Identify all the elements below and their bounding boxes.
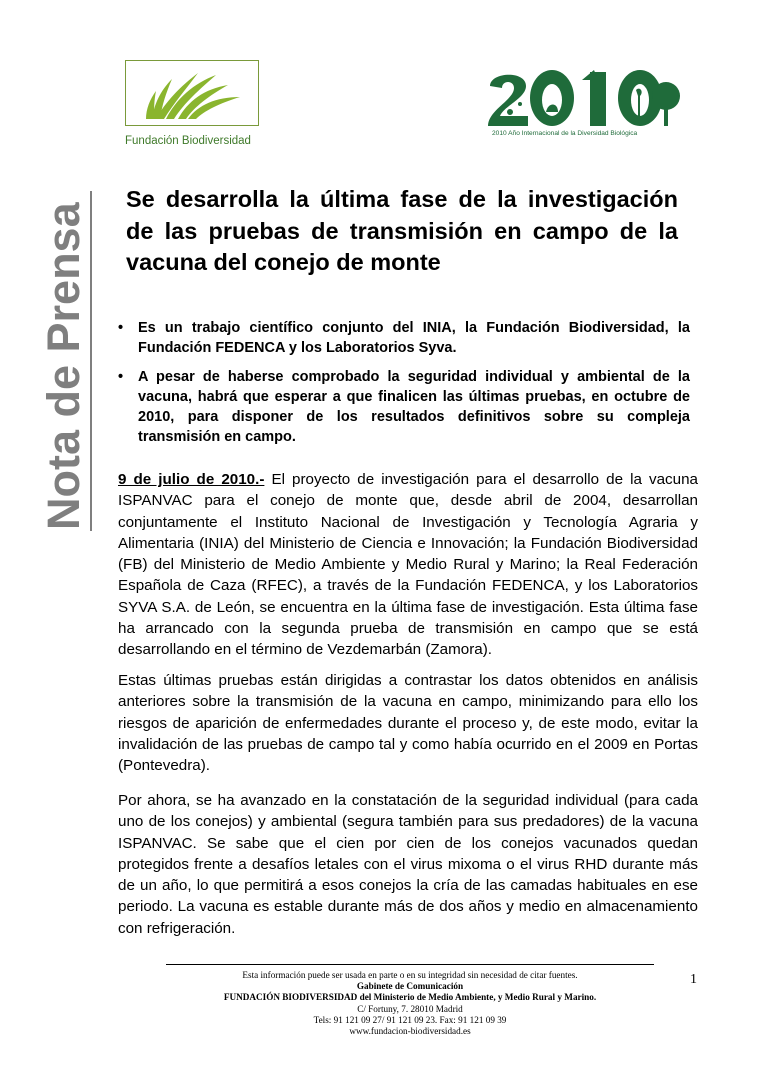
footer-department: Gabinete de Comunicación xyxy=(356,981,464,992)
logo-frame xyxy=(125,60,259,126)
page-number: 1 xyxy=(690,972,697,987)
headline: Se desarrolla la última fase de la investigación de las pruebas de transmisión en campo de la vacuna del conejo de monte xyxy=(126,186,678,275)
footer-phones: Tels: 91 121 09 27/ 91 121 09 23. Fax: 91 121 09 39 xyxy=(313,1014,507,1025)
footer-rule xyxy=(166,964,654,965)
footer xyxy=(166,970,654,1037)
paragraph-text: El proyecto de investigación para el desarrollo de la vacuna ISPANVAC para el conejo de monte que, desde abril de 2004, desarrollan conjuntamente el Instituto Nacional de Investigación y Tecnología Agraria y Alimentaria (INIA) del Ministerio de Ciencia e Innovación; la Fundación Biodiversidad (FB) del Ministerio de Medio Ambiente y Medio Rural y Marino; la Real Federación Española de Caza (RFEC), a través de la Fundación FEDENCA, y los Laboratorios SYVA S.A. de León, se encuentra en la última fase de investigación. Esta última fase ha arrancado con la segunda prueba de transmisión en campo que se está desarrollando en el término de Vezdemarbán (Zamora). xyxy=(118,471,698,659)
body-paragraph-2: Estas últimas pruebas están dirigidas a contrastar los datos obtenidos en análisis anteriores sobre la transmisión de la vacuna en campo, minimizando para ello los riesgos de aparición de enfermedades durante el proceso y, de este modo, evitar la invalidación de las pruebas de campo tal y como había ocurrido en el 2009 en Portas (Pontevedra). xyxy=(118,672,698,775)
footer-notice: Esta información puede ser usada en parte o en su integridad sin necesidad de citar fuentes. xyxy=(242,970,578,980)
bullet-list xyxy=(118,318,690,456)
footer-website[interactable]: www.fundacion-biodiversidad.es xyxy=(349,1026,471,1037)
bullet-marker: • xyxy=(118,320,124,336)
bullet-text: A pesar de haberse comprobado la seguridad individual y ambiental de la vacuna, habrá que esperar a que finalicen las últimas pruebas, en octubre de 2010, para disponer de los resultados definitivos sobre su compleja transmisión en campo. xyxy=(138,369,690,445)
bullet-marker: • xyxy=(118,369,124,385)
bullet-item xyxy=(118,318,690,358)
logo-text: Fundación Biodiversidad xyxy=(125,135,251,147)
footer-organization: FUNDACIÓN BIODIVERSIDAD del Ministerio de Medio Ambiente, y Medio Rural y Marino. xyxy=(223,992,597,1003)
dateline: 9 de julio de 2010.- xyxy=(118,471,265,488)
fundacion-biodiversidad-logo xyxy=(125,60,261,150)
grass-icon xyxy=(126,61,260,127)
biodiversity-2010-icon xyxy=(486,66,686,128)
bullet-item xyxy=(118,367,690,447)
side-label: Nota de Prensa xyxy=(38,202,89,530)
year-2010-caption: 2010 Año Internacional de la Diversidad Biológica xyxy=(492,130,638,137)
footer-address: C/ Fortuny, 7. 28010 Madrid xyxy=(357,1003,463,1014)
year-2010-logo xyxy=(486,66,686,146)
bullet-text: Es un trabajo científico conjunto del INIA, la Fundación Biodiversidad, la Fundación FEDENCA y los Laboratorios Syva. xyxy=(138,320,690,356)
body-paragraph-1 xyxy=(118,469,698,661)
body-paragraph-3: Por ahora, se ha avanzado en la constatación de la seguridad individual (para cada uno de los conejos) y ambiental (segura también para sus predadores) de la vacuna ISPANVAC. Se sabe que el cien por cien de los conejos vacunados quedan protegidos frente a desafíos letales con el virus mixoma o el virus RHD durante más de un año, lo que permitirá a esos conejos la cría de las camadas habituales en ese periodo. La vacuna es estable durante más de dos años y medio en almacenamiento con refrigeración. xyxy=(118,792,698,937)
